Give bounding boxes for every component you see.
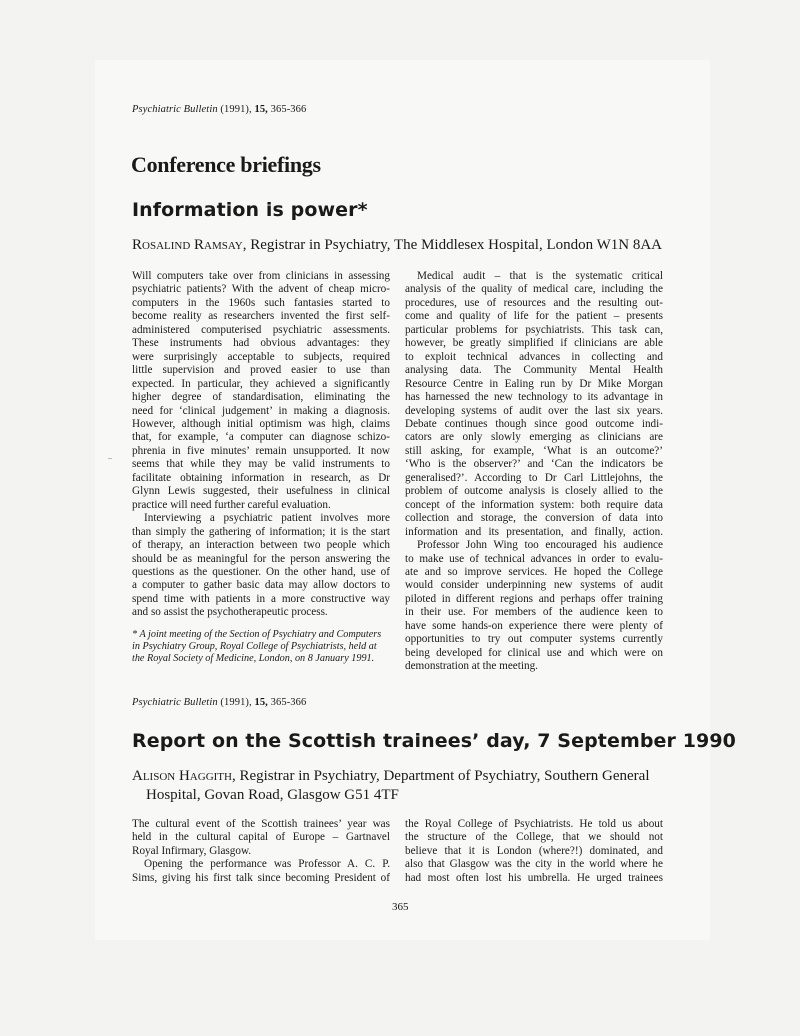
text-line: Opening the performance was Professor A. C. P.: [144, 858, 390, 871]
text-line: the Royal College of Psychiatrists. He told us about: [405, 818, 663, 830]
footnote-line: * A joint meeting of the Section of Psychiatry and Computers: [132, 629, 382, 640]
journal-name: Psychiatric Bulletin: [132, 104, 218, 115]
text-line: computers in the 1960s such fantasies started to: [132, 296, 390, 309]
text-line: collection and storage, the conversion of data into: [405, 512, 663, 525]
article1-column-right: [405, 270, 663, 674]
footnote: [132, 629, 390, 666]
running-head: [132, 104, 306, 115]
text-line: concept of the information system: both require data: [405, 498, 663, 511]
journal-volume: 15,: [254, 104, 268, 115]
article1-column-left: [132, 270, 390, 620]
text-line: still asking, for example, ‘What is an outcome?’: [405, 444, 663, 457]
journal-year: (1991),: [220, 104, 252, 115]
text-line: of therapy, an interaction between two people which: [132, 539, 390, 552]
text-line: that, for example, ‘a computer can diagnose schizo-: [132, 431, 390, 444]
text-line: procedures, use of resources and the resulting out-: [405, 296, 663, 309]
text-line: ate and so improve services. He hoped the College: [405, 565, 663, 578]
text-line: information and its presentation, and finally, action.: [405, 525, 663, 538]
text-line: spend time with patients in a more constructive way: [132, 592, 390, 605]
text-line: had most often lost his umbrella. He urged trainees: [405, 871, 663, 884]
text-line: need for ‘clinical judgement’ in making a diagnosis.: [132, 404, 390, 417]
running-head: [132, 697, 306, 708]
byline: [132, 236, 692, 255]
journal-pages: 365-366: [270, 697, 307, 708]
text-line: Professor John Wing too encouraged his audience: [417, 539, 663, 552]
text-line: However, although initial optimism was high, claims: [132, 417, 390, 430]
text-line: These instruments had obvious advantages: they: [132, 337, 390, 350]
footnote-line: in Psychiatry Group, Royal College of Psychiatrists, held at: [132, 641, 377, 653]
text-line: were surprisingly acceptable to subjects, required: [132, 350, 390, 363]
author-affiliation: Registrar in Psychiatry, Department of Psychiatry, Southern General: [239, 768, 650, 784]
text-line: higher degree of standardisation, eliminating the: [132, 391, 390, 404]
text-line: phrenia in five minutes’ remain unsupported. It now: [132, 444, 390, 457]
text-line: expected. In particular, they achieved a significantly: [132, 377, 390, 390]
article2-column-right: [405, 818, 663, 885]
text-line: than simply the gathering of information; it is the start: [132, 525, 390, 538]
text-line: ‘Who is the observer?’ and ‘Can the indicators be: [405, 458, 663, 471]
text-line: piloted in different regions and perhaps offer training: [405, 592, 663, 605]
journal-name: Psychiatric Bulletin: [132, 697, 218, 708]
text-line: administered computerised psychiatric assessments.: [132, 323, 390, 336]
article-title: Information is power*: [132, 199, 368, 221]
text-line: questions as the questioner. On the other hand, use of: [132, 565, 390, 578]
journal-year: (1991),: [220, 697, 252, 708]
page-number: 365: [392, 901, 409, 913]
article-title: Report on the Scottish trainees’ day, 7 September 1990: [132, 730, 737, 752]
author-name: Rosalind Ramsay,: [132, 237, 247, 253]
text-line: to make use of technical advances in order to evalu-: [405, 552, 663, 565]
text-line: opportunities to try out computer systems currently: [405, 633, 663, 646]
footnote-line: the Royal Society of Medicine, London, on 8 January 1991.: [132, 653, 375, 665]
text-line: Medical audit – that is the systematic critical: [417, 270, 663, 282]
text-line: particular problems for psychiatrists. This task can,: [405, 323, 663, 336]
text-line: seems that while they may be valid instruments to: [132, 458, 390, 471]
text-line: to exploit technical advances in collecting and: [405, 350, 663, 363]
text-line: Will computers take over from clinicians in assessing: [132, 270, 390, 282]
journal-volume: 15,: [254, 697, 268, 708]
text-line: in their use. For members of the audience keen to: [405, 606, 663, 619]
text-line: problem of outcome analysis is closely allied to the: [405, 485, 663, 498]
text-line: become reality as researchers invented the first self-: [132, 310, 390, 323]
text-line: would consider underpinning new systems of audit: [405, 579, 663, 592]
author-affiliation: Registrar in Psychiatry, The Middlesex Hospital, London W1N 8AA: [250, 237, 663, 253]
text-line: believe that it is London (where?!) dominated, and: [405, 844, 663, 857]
text-line: held in the cultural capital of Europe – Gartnavel: [132, 831, 390, 844]
text-line: however, be greatly simplified if clinicians are able: [405, 337, 663, 350]
text-line: little supervision and proved easier to use than: [132, 364, 390, 377]
text-line: Royal Infirmary, Glasgow.: [132, 844, 252, 857]
text-line: developing systems of audit over the last six years.: [405, 404, 663, 417]
text-line: the structure of the College, that we should not: [405, 831, 663, 844]
scan-mark: [108, 458, 112, 459]
text-line: should be as meaningful for the person answering the: [132, 552, 390, 565]
text-line: has harnessed the new technology to its advantage in: [405, 391, 663, 404]
text-line: cators are only slowly emerging as clinicians are: [405, 431, 663, 444]
text-line: and so assist the psychotherapeutic process.: [132, 606, 328, 619]
text-line: The cultural event of the Scottish trainees’ year was: [132, 818, 390, 830]
section-title: Conference briefings: [131, 152, 321, 177]
author-name: Alison Haggith,: [132, 768, 236, 784]
text-line: come and quality of life for the patient – presents: [405, 310, 663, 323]
text-line: Sims, giving his first talk since becoming President of: [132, 871, 390, 884]
text-line: Resource Centre in Ealing run by Dr Mike Morgan: [405, 377, 663, 390]
text-line: Interviewing a psychiatric patient involves more: [144, 512, 390, 525]
text-line: analysis of the quality of medical care, including the: [405, 283, 663, 296]
text-line: facilitate obtaining information in research, as Dr: [132, 471, 390, 484]
text-line: analysing data. The Community Mental Health: [405, 364, 663, 377]
text-line: also that Glasgow was the city in the world where he: [405, 858, 663, 871]
text-line: Debate continues though since good outcome indi-: [405, 417, 663, 430]
author-affiliation-continued: Hospital, Govan Road, Glasgow G51 4TF: [146, 787, 399, 803]
text-line: practice will need further careful evaluation.: [132, 498, 331, 511]
text-line: a computer to gather basic data may allow doctors to: [132, 579, 390, 592]
article2-column-left: [132, 818, 390, 885]
text-line: psychiatric patients? With the advent of cheap micro-: [132, 283, 390, 296]
journal-pages: 365-366: [270, 104, 307, 115]
text-line: generalised?’. According to Dr Carl Littlejohns, the: [405, 471, 663, 484]
byline: [132, 767, 692, 805]
text-line: being developed for clinical use and which were on: [405, 646, 663, 659]
text-line: demonstration at the meeting.: [405, 660, 538, 673]
text-line: have some hands-on experience there were plenty of: [405, 619, 663, 632]
text-line: Glynn Lewis suggested, their usefulness in clinical: [132, 485, 390, 498]
